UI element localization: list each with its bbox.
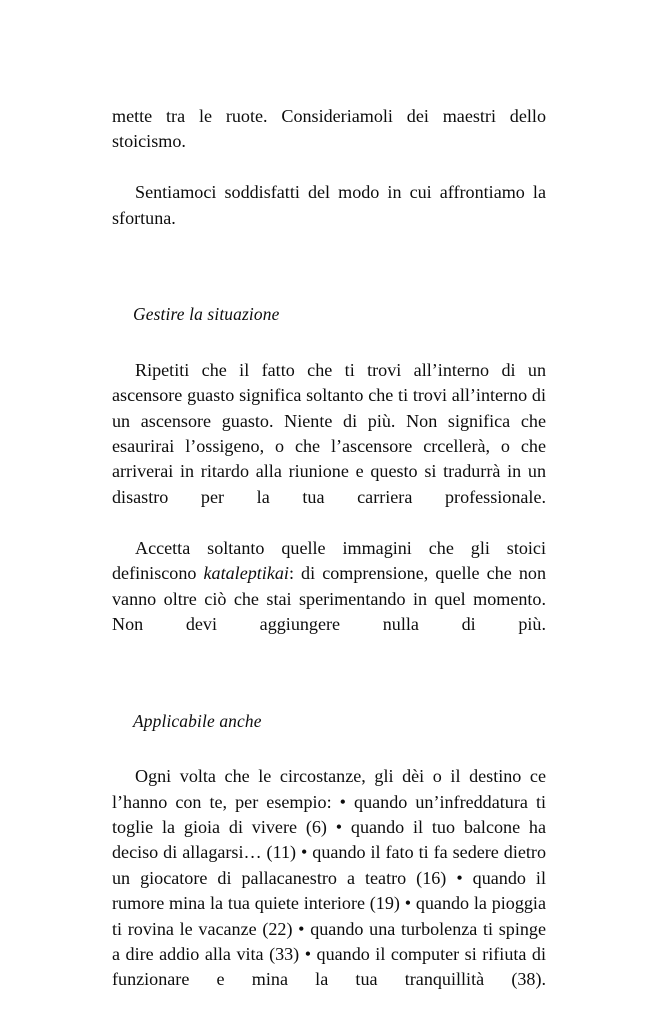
spacer-before-heading-1	[112, 256, 546, 302]
paragraph-accetta-lead: Accetta soltanto quelle immagini che gli stoici definiscono	[112, 537, 546, 584]
spacer-before-heading-2	[112, 663, 546, 709]
paragraph-accetta	[112, 536, 546, 663]
paragraph-continuation: mette tra le ruote. Consideriamoli dei maestri dello stoicismo.	[112, 106, 546, 152]
paragraph-ripetiti: Ripetiti che il fatto che ti trovi all’interno di un ascensore guasto significa soltanto che ti trovi all’interno di un ascensore guasto. Niente di più. Non significa che esaurirai l’ossigeno, o che l’ascensore crcellerà, o che arriverai in ritardo alla riunione e questo si tradurrà in un disastro per la tua carriera professionale.	[112, 359, 546, 507]
greek-term-kataleptikai: kataleptikai	[203, 563, 289, 584]
paragraph-sentiamoci: Sentiamoci soddisfatti del modo in cui affrontiamo la sfortuna.	[112, 182, 546, 228]
section-heading-applicabile-anche: Applicabile anche	[133, 710, 262, 731]
text-column	[112, 104, 546, 1018]
spacer-after-heading-1	[112, 328, 546, 358]
section-heading-gestire-la-situazione: Gestire la situazione	[133, 304, 280, 325]
paragraph-accetta-tail: : di comprensione, quelle che non vanno oltre ciò che stai sperimentando in quel momento. Non devi aggiungere nulla di più.	[112, 563, 546, 634]
spacer-after-heading-2	[112, 734, 546, 764]
paragraph-ogni-volta: Ogni volta che le circostanze, gli dèi o il destino ce l’hanno con te, per esempio: • quando un’infreddatura ti toglie la gioia di vivere (6) • quando il tuo balcone ha deciso di allagarsi… (11) • quando il fato ti fa sedere dietro un giocatore di pallacanestro a teatro (16) • quando il rumore mina la tua quiete interiore (19) • quando la pioggia ti rovina le vacanze (22) • quando una turbolenza ti spinge a dire addio alla vita (33) • quando il computer si rifiuta di funzionare e mina la tua tranquillità (38).	[112, 766, 546, 990]
